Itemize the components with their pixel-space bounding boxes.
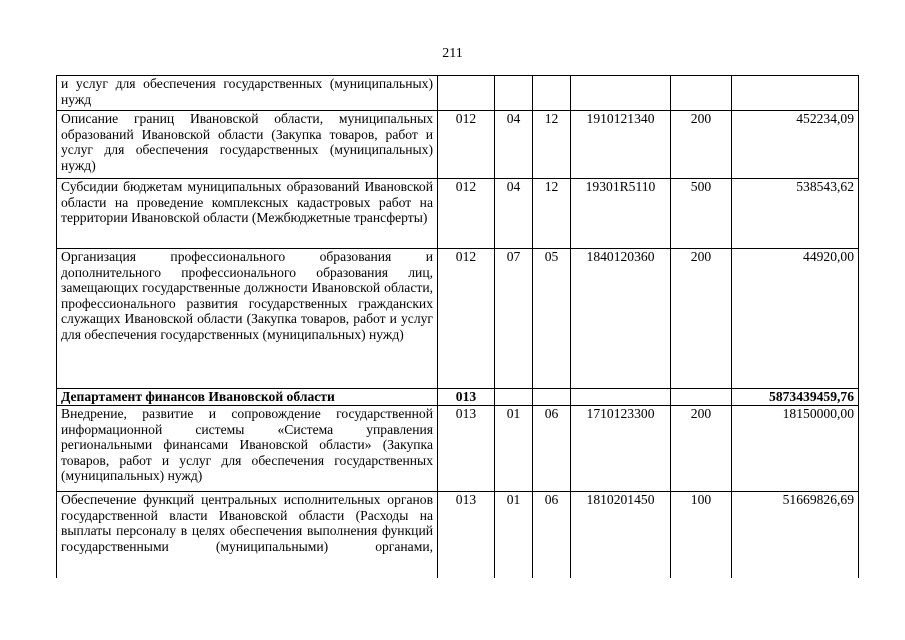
- budget-table: [56, 75, 859, 578]
- cell-expense-type: 200: [671, 406, 732, 492]
- cell-expense-type: 200: [671, 111, 732, 179]
- cell-target-article: 19301R5110: [571, 179, 671, 249]
- cell-section: 01: [495, 492, 533, 578]
- table-row: [57, 249, 859, 389]
- cell-grbs: 012: [438, 179, 495, 249]
- cell-section: 07: [495, 249, 533, 389]
- cell-grbs: [438, 76, 495, 111]
- row-description: Описание границ Ивановской области, муниципальных образований Ивановской области (Закупка товаров, работ и услуг для обеспечения государственных (муниципальных) нужд): [57, 111, 438, 179]
- page-number: 211: [442, 46, 463, 61]
- cell-subsection: [533, 76, 571, 111]
- cell-grbs: 013: [438, 406, 495, 492]
- table-row: [57, 76, 859, 111]
- cell-target-article: [571, 76, 671, 111]
- cell-expense-type: 500: [671, 179, 732, 249]
- cell-section: 04: [495, 111, 533, 179]
- cell-amount: 51669826,69: [732, 492, 859, 578]
- table-row: [57, 179, 859, 249]
- cell-expense-type: 100: [671, 492, 732, 578]
- cell-amount: 44920,00: [732, 249, 859, 389]
- cell-amount: 538543,62: [732, 179, 859, 249]
- cell-expense-type: [671, 389, 732, 406]
- cell-subsection: 12: [533, 111, 571, 179]
- row-description: Департамент финансов Ивановской области: [57, 389, 438, 406]
- row-description: и услуг для обеспечения государственных (муниципальных) нужд: [57, 76, 438, 111]
- cell-amount: 5873439459,76: [732, 389, 859, 406]
- table-row: [57, 406, 859, 492]
- row-description: Внедрение, развитие и сопровождение государственной информационной системы «Система управления региональными финансами Ивановской области» (Закупка товаров, работ и услуг для обеспечения государственных (муниципальных) нужд): [57, 406, 438, 492]
- cell-subsection: 12: [533, 179, 571, 249]
- cell-target-article: 1810201450: [571, 492, 671, 578]
- row-description: Организация профессионального образования и дополнительного профессионального образования лиц, замещающих государственные должности Ивановской области, профессионального развития государственных гражданских служащих Ивановской области (Закупка товаров, работ и услуг для обеспечения государственных (муниципальных) нужд): [57, 249, 438, 389]
- row-description: Субсидии бюджетам муниципальных образований Ивановской области на проведение комплексных кадастровых работ на территории Ивановской области (Межбюджетные трансферты): [57, 179, 438, 249]
- cell-amount: 452234,09: [732, 111, 859, 179]
- table-row-department: [57, 389, 859, 406]
- cell-expense-type: [671, 76, 732, 111]
- cell-section: [495, 389, 533, 406]
- cell-section: [495, 76, 533, 111]
- cell-subsection: 05: [533, 249, 571, 389]
- cell-expense-type: 200: [671, 249, 732, 389]
- cell-grbs: 013: [438, 492, 495, 578]
- cell-subsection: 06: [533, 492, 571, 578]
- cell-grbs: 012: [438, 111, 495, 179]
- cell-target-article: 1710123300: [571, 406, 671, 492]
- cell-amount: 18150000,00: [732, 406, 859, 492]
- cell-target-article: [571, 389, 671, 406]
- cell-grbs: 012: [438, 249, 495, 389]
- cell-target-article: 1840120360: [571, 249, 671, 389]
- cell-target-article: 1910121340: [571, 111, 671, 179]
- cell-section: 04: [495, 179, 533, 249]
- cell-section: 01: [495, 406, 533, 492]
- table-row: [57, 492, 859, 578]
- cell-grbs: 013: [438, 389, 495, 406]
- cell-amount: [732, 76, 859, 111]
- row-description: Обеспечение функций центральных исполнительных органов государственной власти Ивановской области (Расходы на выплаты персоналу в целях обеспечения выполнения функций государственными (муниципальными) органами,: [57, 492, 438, 578]
- cell-subsection: 06: [533, 406, 571, 492]
- cell-subsection: [533, 389, 571, 406]
- table-row: [57, 111, 859, 179]
